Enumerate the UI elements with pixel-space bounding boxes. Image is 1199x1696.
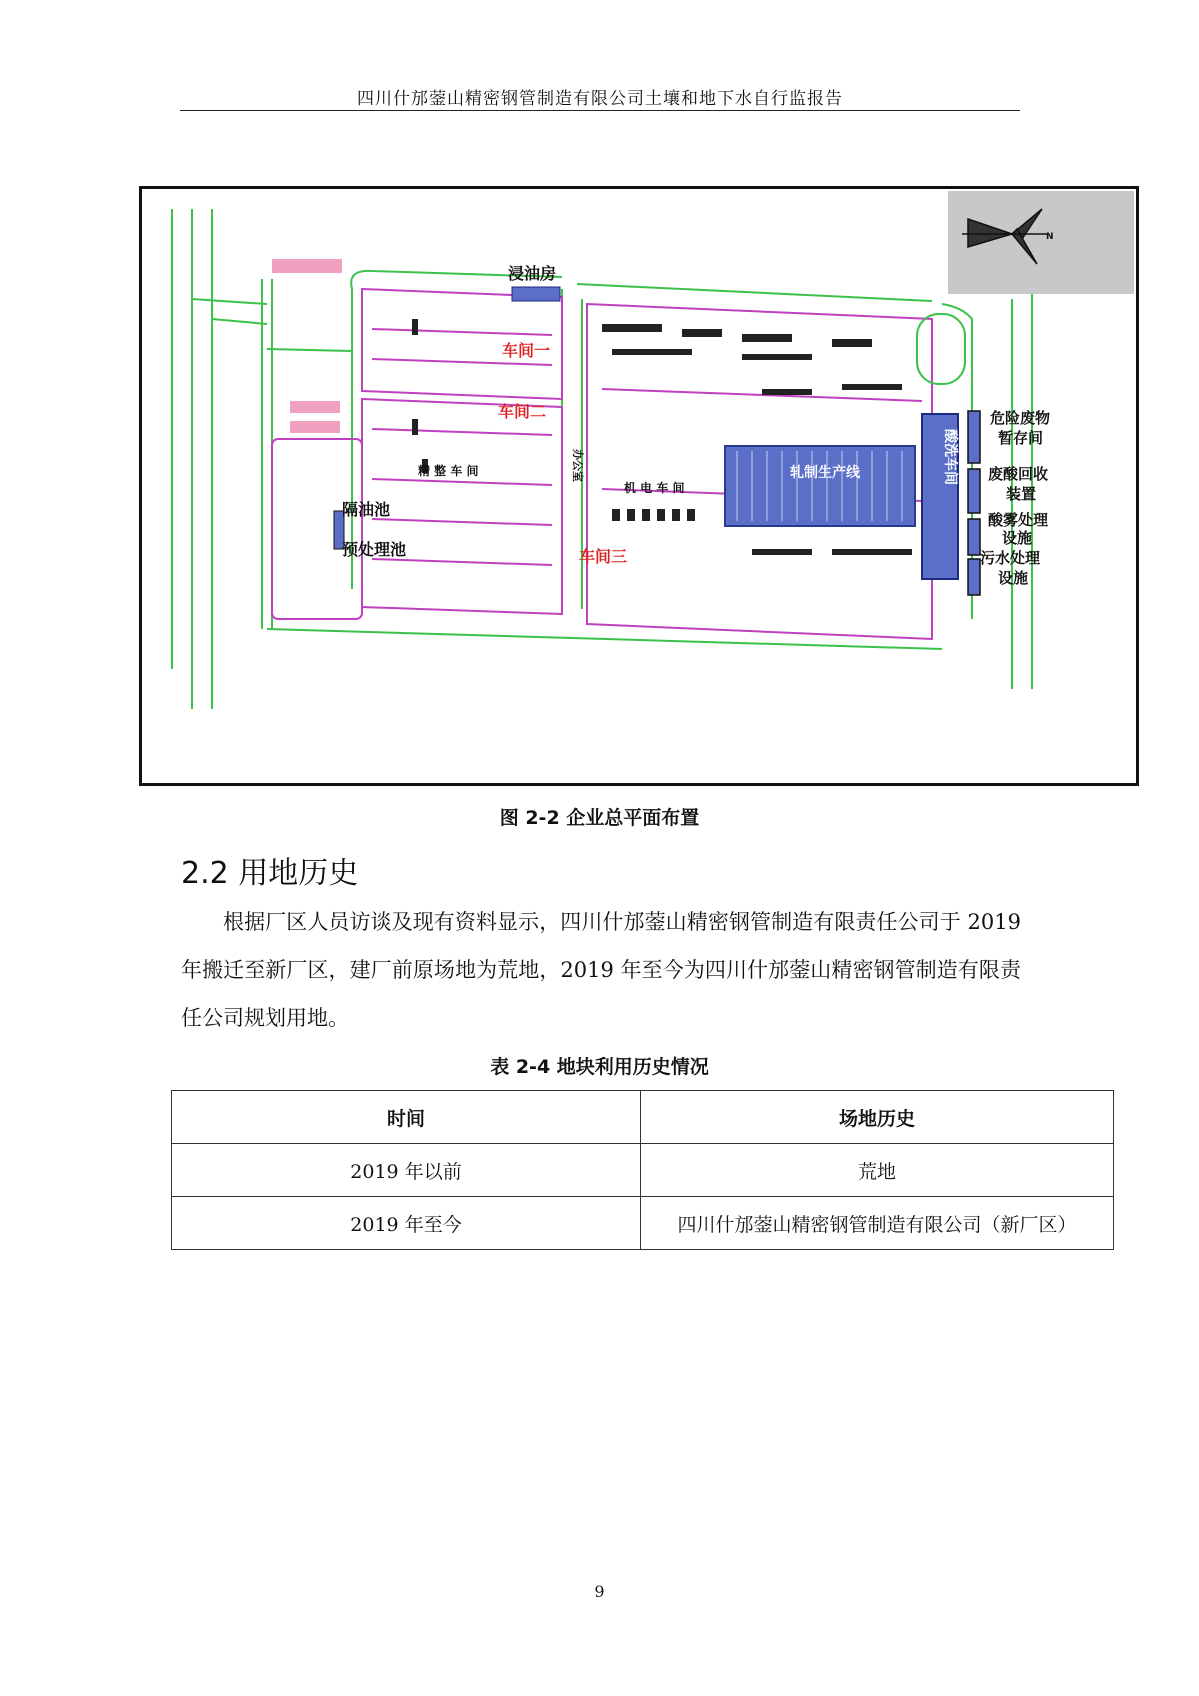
label-pickling-workshop: 酸洗车间 <box>942 429 958 485</box>
table-header-row <box>172 1091 1114 1144</box>
body-paragraph: 根据厂区人员访谈及现有资料显示，四川什邡蓥山精密钢管制造有限责任公司于 2019 年搬迁至新厂区，建厂前原场地为荒地，2019 年至今为四川什邡蓥山精密钢管制造有限责任公司规划用地。 <box>181 910 1021 1030</box>
page-number: 9 <box>594 1582 605 1601</box>
site-plan-figure <box>139 186 1139 786</box>
section-title: 2.2 用地历史 <box>181 856 359 891</box>
table-row <box>172 1197 1114 1250</box>
label-pretreatment-pool: 预处理池 <box>342 540 407 559</box>
label-acid-mist-2: 设施 <box>1002 529 1033 547</box>
label-office: 办公室 <box>571 449 584 482</box>
label-workshop-3: 车间三 <box>579 547 628 566</box>
cell-time: 2019 年至今 <box>172 1197 641 1250</box>
cell-history: 四川什邡蓥山精密钢管制造有限公司（新厂区） <box>641 1197 1114 1250</box>
header-rule <box>180 110 1020 111</box>
site-plan-drawing <box>142 189 1136 783</box>
label-hazardous-waste-2: 暂存间 <box>998 429 1044 447</box>
cell-time: 2019 年以前 <box>172 1144 641 1197</box>
parking-areas <box>272 259 342 433</box>
table-caption: 表 2-4 地块利用历史情况 <box>490 1056 709 1078</box>
label-waste-acid-1: 废酸回收 <box>988 465 1049 483</box>
label-rolling-line: 轧制生产线 <box>790 465 860 481</box>
figure-caption: 图 2-2 企业总平面布置 <box>499 807 700 829</box>
cell-history: 荒地 <box>641 1144 1114 1197</box>
label-north: N <box>1046 232 1054 242</box>
label-dip-oil-room: 浸油房 <box>508 264 557 283</box>
facility-boxes <box>968 411 980 595</box>
label-workshop-1: 车间一 <box>502 341 551 360</box>
label-finishing-workshop: 精 整 车 间 <box>418 464 479 478</box>
label-sewage-2: 设施 <box>998 569 1029 587</box>
label-acid-mist-1: 酸雾处理 <box>988 511 1049 529</box>
label-electromech-workshop: 机 电 车 间 <box>624 481 685 495</box>
label-waste-acid-2: 装置 <box>1006 485 1037 503</box>
label-workshop-2: 车间二 <box>498 402 547 421</box>
dip-oil-room-building <box>512 287 560 301</box>
header-time: 时间 <box>172 1091 641 1144</box>
table-row <box>172 1144 1114 1197</box>
label-hazardous-waste-1: 危险废物 <box>990 409 1051 427</box>
label-sewage-1: 污水处理 <box>980 549 1041 567</box>
header-site-history: 场地历史 <box>641 1091 1114 1144</box>
tank-outline <box>917 314 965 384</box>
label-oil-separator: 隔油池 <box>342 500 391 519</box>
page-header: 四川什邡蓥山精密钢管制造有限公司土壤和地下水自行监报告 <box>357 89 843 109</box>
land-use-history-table <box>171 1090 1114 1250</box>
